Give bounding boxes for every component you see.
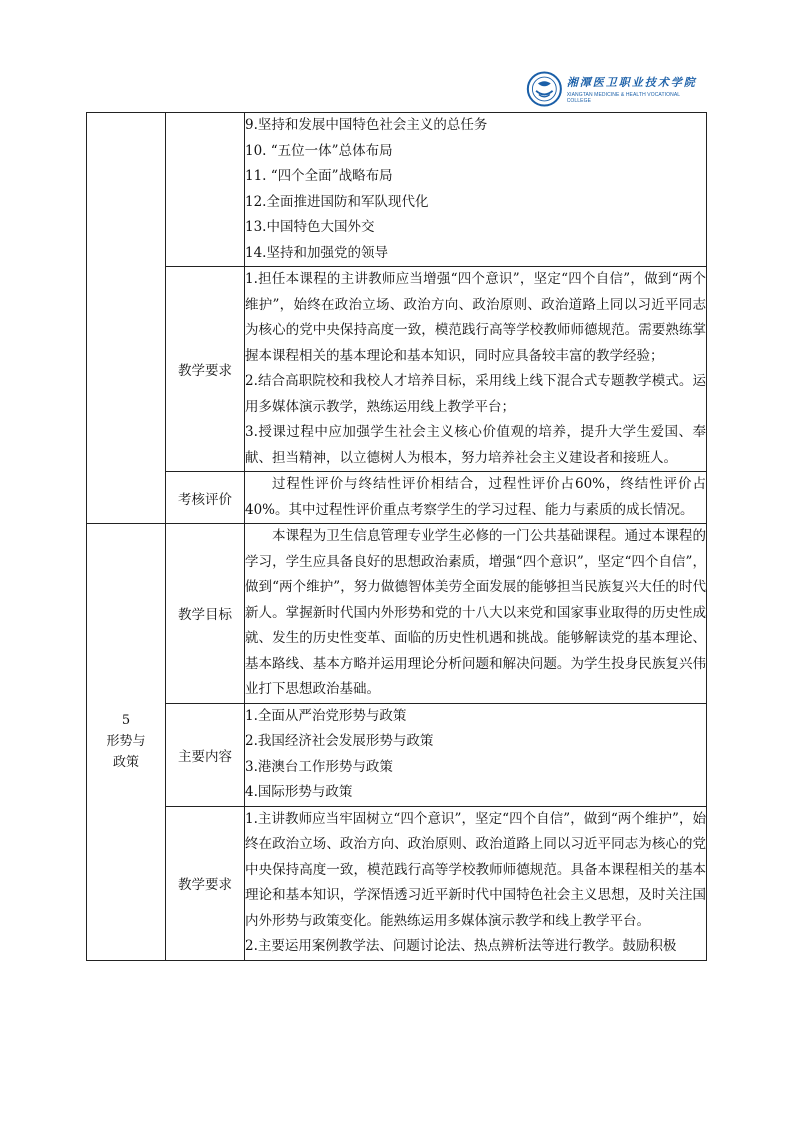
list-item: 12.全面推进国防和军队现代化: [245, 193, 429, 210]
paragraph: 3.授课过程中应加强学生社会主义核心价值观的培养，提升大学生爱国、奉献、担当精神，以立德树人为根本，努力培养社会主义建设者和接班人。: [245, 424, 706, 466]
row-label: 教学要求: [166, 806, 245, 960]
college-name-en: XIANGTAN MEDICINE & HEALTH VOCATIONAL COLLEGE: [566, 92, 680, 104]
content-items-cell: [245, 703, 707, 806]
objectives-cell: [245, 524, 707, 704]
course-name-line: 形势与: [106, 734, 146, 750]
curriculum-table: [86, 112, 707, 961]
paragraph: 过程性评价与终结性评价相结合，过程性评价占60%，终结性评价占40%。其中过程性评价重点考察学生的学习过程、能力与素质的成长情况。: [245, 476, 706, 518]
row-label: 考核评价: [166, 472, 245, 524]
course-number: 5: [121, 713, 131, 729]
course-name-cell: [87, 524, 166, 961]
table-row: [87, 703, 707, 806]
table-row: [87, 524, 707, 704]
paragraph: 1.担任本课程的主讲教师应当增强“四个意识”，坚定“四个自信”，做到“两个维护”，始终在政治立场、政治方向、政治原则、政治道路上同以习近平同志为核心的党中央保持高度一致，模范践行高等学校教师师德规范。需要熟练掌握本课程相关的基本理论和基本知识，同时应具备较丰富的教学经验；: [245, 271, 706, 364]
table-row: [87, 113, 707, 267]
row-label: 主要内容: [166, 703, 245, 806]
content-label-cell: [166, 113, 245, 267]
paragraph: 2.主要运用案例教学法、问题讨论法、热点辨析法等进行教学。鼓励积极: [245, 938, 677, 954]
teaching-requirements-cell: [245, 806, 707, 960]
list-item: 11. “四个全面”战略布局: [245, 168, 393, 184]
assessment-cell: [245, 472, 707, 524]
list-item: 3.港澳台工作形势与政策: [245, 758, 393, 775]
row-label: 教学目标: [166, 524, 245, 704]
list-item: 9.坚持和发展中国特色社会主义的总任务: [245, 117, 488, 133]
list-item: 14.坚持和加强党的领导: [245, 244, 388, 261]
teaching-requirements-cell: [245, 267, 707, 472]
college-name-cn: 湘潭医卫职业技术学院: [566, 76, 697, 89]
table-row: [87, 806, 707, 960]
list-item: 1.全面从严治党形势与政策: [245, 707, 407, 724]
list-item: 13.中国特色大国外交: [245, 219, 375, 235]
content-items-cell: [245, 113, 707, 267]
paragraph: 本课程为卫生信息管理专业学生必修的一门公共基础课程。通过本课程的学习，学生应具备良好的思想政治素质，增强“四个意识”，坚定“四个自信”，做到“两个维护”，努力做德智体美劳全面发展的能够担当民族复兴大任的时代新人。掌握新时代国内外形势和党的十八大以来党和国家事业取得的历史性成就、发生的历史性变革、面临的历史性机遇和挑战。能够解读党的基本理论、基本路线、基本方略并运用理论分析问题和解决问题。为学生投身民族复兴伟业打下思想政治基础。: [245, 528, 706, 697]
table-row: [87, 472, 707, 524]
paragraph: 2.结合高职院校和我校人才培养目标，采用线上线下混合式专题教学模式。运用多媒体演示教学，熟练运用线上教学平台；: [245, 373, 706, 415]
course-name-line: 政策: [112, 755, 139, 771]
list-item: 2.我国经济社会发展形势与政策: [245, 733, 434, 749]
table-row: [87, 267, 707, 472]
row-label: 教学要求: [166, 267, 245, 472]
college-emblem-icon: [526, 70, 563, 108]
course-cell-continued: [87, 113, 166, 524]
paragraph: 1.主讲教师应当牢固树立“四个意识”，坚定“四个自信”，做到“两个维护”，始终在政治立场、政治方向、政治原则、政治道路上同以习近平同志为核心的党中央保持高度一致，模范践行高等学校教师师德规范。具备本课程相关的基本理论和基本知识，学深悟透习近平新时代中国特色社会主义思想，及时关注国内外形势与政策变化。能熟练运用多媒体演示教学和线上教学平台。: [245, 810, 706, 929]
college-logo: [526, 68, 701, 110]
list-item: 4.国际形势与政策: [245, 784, 353, 800]
list-item: 10. “五位一体”总体布局: [245, 142, 393, 159]
